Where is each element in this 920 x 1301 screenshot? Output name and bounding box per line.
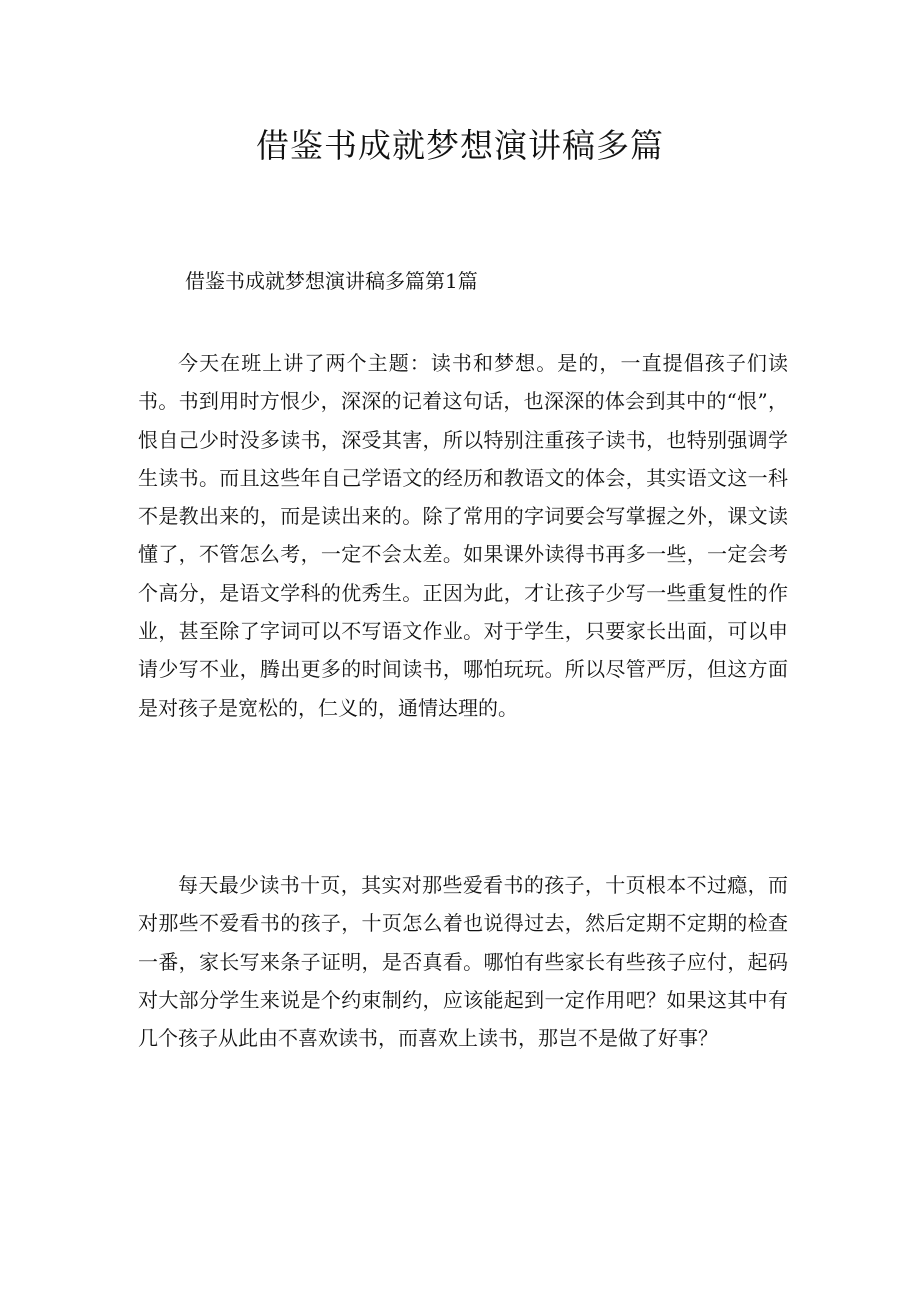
paragraph: 每天最少读书十页，其实对那些爱看书的孩子，十页根本不过瘾，而对那些不爱看书的孩子，十页怎么着也说得过去，然后定期不定期的检查一番，家长写来条子证明，是否真看。哪怕有些家长有些孩子应付，起码对大部分学生来说是个约束制约，应该能起到一定作用吧？如果这其中有几个孩子从此由不喜欢读书，而喜欢上读书，那岂不是做了好事？ — [138, 873, 788, 1051]
paragraph: 今天在班上讲了两个主题：读书和梦想。是的，一直提倡孩子们读书。书到用时方恨少，深深的记着这句话，也深深的体会到其中的“恨”，恨自己少时没多读书，深受其害，所以特别注重孩子读书，也特别强调学生读书。而且这些年自己学语文的经历和教语文的体会，其实语文这一科不是教出来的，而是读出来的。除了常用的字词要会写掌握之外，课文读懂了，不管怎么考，一定不会太差。如果课外读得书再多一些，一定会考个高分，是语文学科的优秀生。正因为此，才让孩子少写一些重复性的作业，甚至除了字词可以不写语文作业。对于学生，只要家长出面，可以申请少写不业，腾出更多的时间读书，哪怕玩玩。所以尽管严厉，但这方面是对孩子是宽松的，仁义的，通情达理的。 — [138, 351, 788, 720]
document-title: 借鉴书成就梦想演讲稿多篇 — [256, 126, 664, 165]
section-heading: 借鉴书成就梦想演讲稿多篇第1篇 — [185, 269, 478, 293]
